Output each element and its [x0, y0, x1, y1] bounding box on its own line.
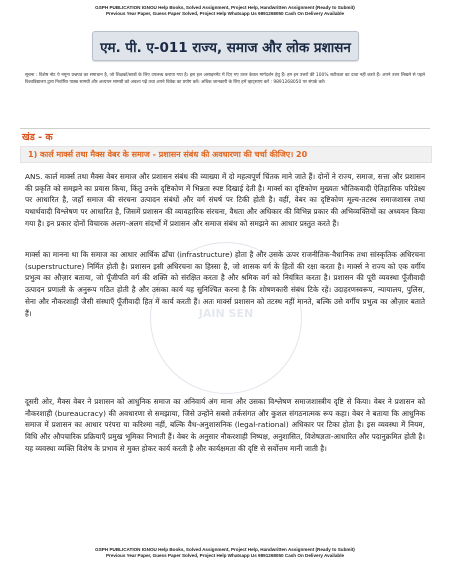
- footer-line-2: Previous Year Paper, Guess Paper Solved, Project Help Whatsapp Us 9891268050 Cash On Delivery Available: [105, 553, 345, 558]
- watermark-text: JAIN SEN: [198, 307, 254, 320]
- footer-line-1: GSPH PUBLICATION IGNOU Help Books, Solved Assignment, Project Help, Handwritten Assignment (Ready to Submit): [95, 547, 355, 552]
- page-header: [0, 5, 450, 17]
- answer-paragraph-3: दूसरी ओर, मैक्स वेबर ने प्रशासन को आधुनिक समाज का अनिवार्य अंग माना और उसका विश्लेषण समाजशास्त्रीय दृष्टि से किया। वेबर ने प्रशासन को नौकरशाही (bureaucracy) की अवधारणा से समझाया, जिसे उन्होंने सबसे तर्कसंगत और कुशल संगठनात्मक रूप कहा। वेबर ने बताया कि आधुनिक समाज में प्रशासन का आधार परंपरा या करिश्मा नहीं, बल्कि वैध-अनुशासनिक (legal-rational) अधिकार पर टिका होता है। इस व्यवस्था में नियम, विधि और औपचारिक प्रक्रियाएँ प्रमुख भूमिका निभाती हैं। वेबर के अनुसार नौकरशाही निष्पक्ष, अनुशासित, विशेषज्ञता-आधारित और पदानुक्रमित होती है। यह व्यवस्था व्यक्ति विशेष के प्रभाव से मुक्त होकर कार्य करती है और कार्यक्षमता की दृष्टि से सर्वोत्तम मानी जाती है।: [25, 397, 425, 453]
- answer-paragraph-1: ANS. कार्ल मार्क्स तथा मैक्स वेबर समाज और प्रशासन संबंध की व्याख्या में दो महत्वपूर्ण चिंतक माने जाते हैं। दोनों ने राज्य, समाज, सत्ता और प्रशासन की प्रकृति को समझने का प्रयास किया, किंतु उनके दृष्टिकोण में भिन्नता स्पष्ट दिखाई देती है। मार्क्स का दृष्टिकोण मुख्यतः भौतिकवादी ऐतिहासिक परिप्रेक्ष्य पर आधारित है, जहाँ समाज की संरचना उत्पादन संबंधों और वर्ग संघर्ष पर टिकी होती है। वहीं, वेबर का दृष्टिकोण मूल्य-तटस्थ समाजशास्त्र तथा यथार्थवादी विश्लेषण पर आधारित है, जिसमें प्रशासन की व्यावहारिक संरचना, वैधता और अधिकार की विभिन्न प्रकार की अभिव्यक्तियों का अध्ययन किया गया है। इन प्रकार दोनों विचारक अलग-अलग संदर्भों में प्रशासन और समाज संबंध को समझने का आधार प्रस्तुत करते हैं।: [25, 172, 425, 228]
- page-footer: [0, 547, 450, 559]
- disclaimer-text: सूचना : विशेष नोट ये नमूना प्रश्नपत्र का समाधान है, जो शिक्षकों/छात्रों के लिए उपलब्ध कराया गया है। इस हल असाइनमेंट में दिए गए उत्तर केवल मार्गदर्शन हेतु हैं। हम इन उत्तरों की 100% सटीकता का दावा नहीं करते हैं। अपने उत्तर लिखने से पहले विश्वविद्यालय द्वारा निर्धारित पाठ्य सामग्री और अध्ययन सामग्री को अवश्य पढ़ें तथा अपने विवेक का प्रयोग करें। अधिक जानकारी के लिए हमें व्हाट्सएप करें : 9891268050 पर संपर्क करें।: [25, 73, 425, 86]
- page-title: एम. पी. ए-011 राज्य, समाज और लोक प्रशासन: [100, 40, 351, 56]
- header-line-2: Previous Year Paper, Guess Paper Solved, Project Help Whatsapp Us 9891268050 Cash On Delivery Available: [105, 11, 345, 16]
- section-heading: खंड - क: [22, 132, 53, 143]
- title-banner: [92, 31, 359, 61]
- answer-paragraph-2: मार्क्स का मानना था कि समाज का आधार आर्थिक ढाँचा (infrastructure) होता है और उसके ऊपर राजनीतिक-वैधानिक तथा सांस्कृतिक अधिरचना (superstructure) निर्मित होती है। प्रशासन इसी अधिरचना का हिस्सा है, जो शासक वर्ग के हितों की रक्षा करता है। मार्क्स ने राज्य को एक वर्गीय प्रभुत्व का औज़ार बताया, जो पूँजीपति वर्ग की शक्ति को संरक्षित करता है और श्रमिक वर्ग को नियंत्रित करता है। प्रशासन की पूरी व्यवस्था पूँजीवादी उत्पादन प्रणाली के अनुरूप गठित होती है और उसका कार्य यह सुनिश्चित करना है कि शोषणकारी संबंध टिके रहें। उदाहरणस्वरूप, न्यायालय, पुलिस, सेना और नौकरशाही जैसी संस्थाएँ पूँजीवादी हित में कार्य करती हैं। अतः मार्क्स प्रशासन को तटस्थ नहीं मानते, बल्कि उसे वर्गीय प्रभुत्व का औज़ार बताते हैं।: [25, 250, 425, 318]
- question-text: 1) कार्ल मार्क्स तथा मैक्स वेबर के समाज - प्रशासन संबंध की अवधारणा की चर्चा कीजिए। 20: [28, 150, 308, 159]
- divider: [20, 128, 430, 129]
- header-line-1: GSPH PUBLICATION IGNOU Help Books, Solved Assignment, Project Help, Handwritten Assignment (Ready to Submit): [95, 5, 355, 10]
